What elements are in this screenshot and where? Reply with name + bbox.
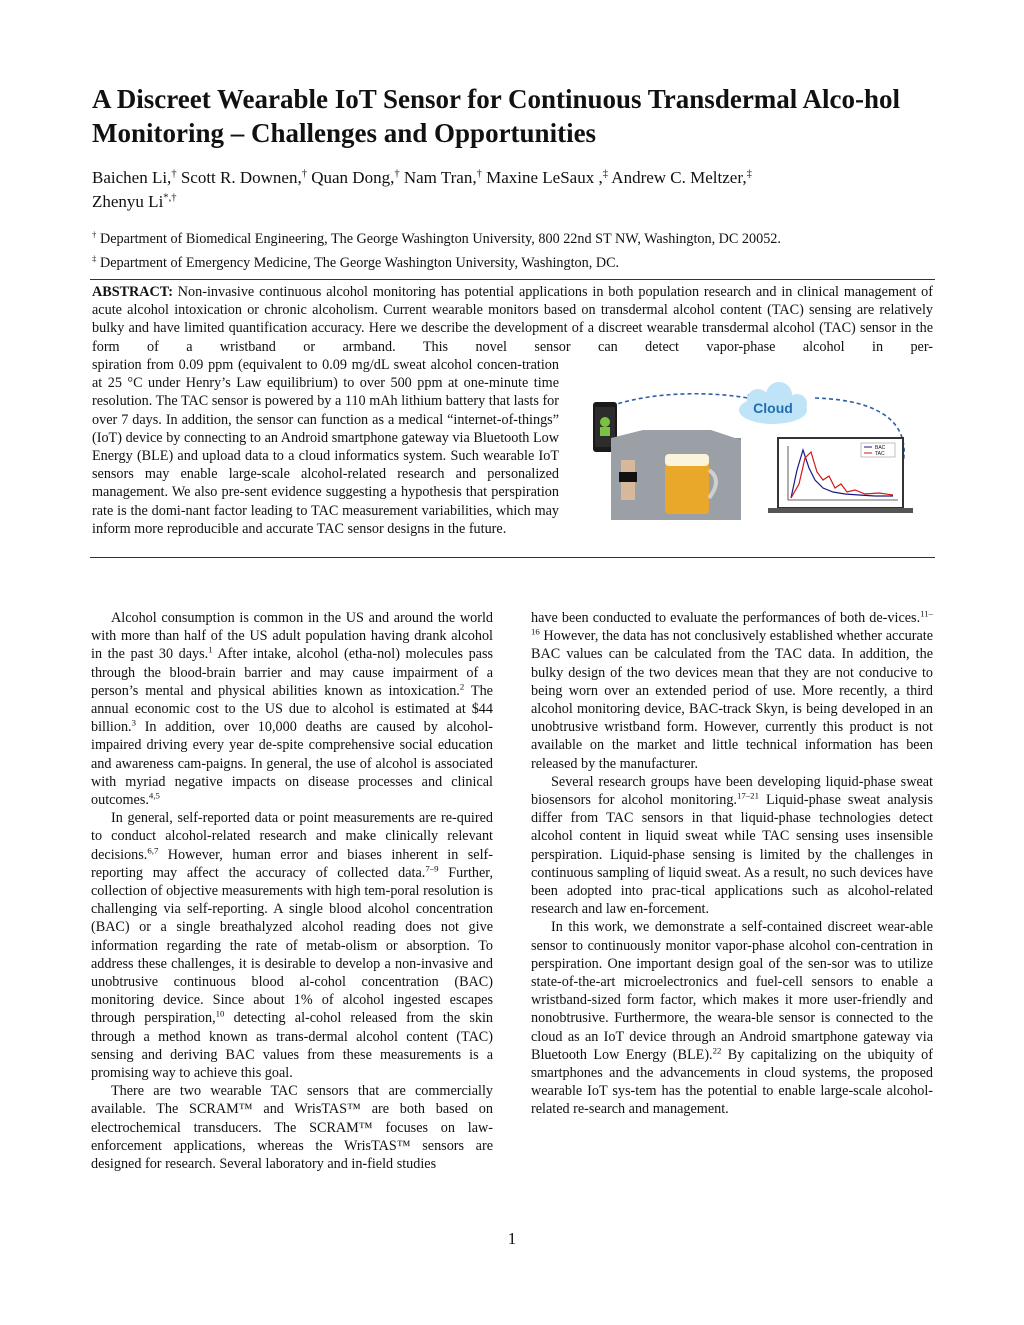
author-affiliation-mark: † bbox=[301, 168, 307, 180]
author-affiliation-mark: ‡ bbox=[746, 168, 752, 180]
abstract-text: Non-invasive continuous alcohol monitoring has potential applications in both population research and in clinical management of acute alcohol intoxication or chronic alcoholism. Current wearable monitors based on transdermal alcohol content (TAC) sensing are relatively bulky and have limited quantification accuracy. Here we describe the development of a discreet wearable transdermal alcohol (TAC) sensor in the form of a wristband or armband. This novel sensor can detect vapor-phase alcohol in per- bbox=[92, 284, 933, 355]
author-name: Andrew C. Meltzer, bbox=[611, 168, 747, 187]
affiliation-text: Department of Biomedical Engineering, The George Washington University, 800 22nd ST NW, Washington, DC 20052. bbox=[96, 231, 781, 247]
affiliation-1 bbox=[92, 230, 952, 248]
body-paragraph: have been conducted to evaluate the performances of both de-vices.$^{11-16}$ However, the data has not conclusively established whether accurate BAC values can be calculated from the TAC data. In addition, the bulky design of the two devices mean that they are not conducive to being worn over an extended period of use. More recently, a third alcohol monitoring device, BAC-track Skyn, is being developed in an unobtrusive wristband form. However, currently this product is not available on the market and little technical information has been released by the manufacturer. bbox=[531, 608, 933, 772]
body-paragraph: There are two wearable TAC sensors that are commercially available. The SCRAM™ and WrisTAS™ are both based on electrochemical transducers. The SCRAM™ focuses on law-enforcement applications, whereas the WrisTAS™ sensors are designed for research. Several laboratory and in-field studies bbox=[91, 1083, 493, 1173]
body-paragraph: In general, self-reported data or point measurements are re-quired to conduct alcohol-related research and make clinically relevant decisions.$^{6,7}$ However, human error and biases inherent in self-reporting may affect the accuracy of collected data.$^{7-9}$ Further, collection of objective measurements with high tem-poral resolution is challenging via self-reporting. A single blood alcohol concentration (BAC) or a single breathalyzed alcohol reading does not give information regarding the rate of metab-olism or absorption. To address these challenges, it is desirable to develop a non-invasive and unobtrusive continuous blood al-cohol concentration (BAC) monitoring device. Since about 1% of alcohol ingested escapes through perspiration,$^{10}$ detecting al-cohol released from the skin through a method known as trans-dermal alcohol content (TAC) sensing and deriving BAC values from these measurements is a promising way to achieve this goal. bbox=[91, 810, 493, 1082]
citation-ref: 17–21 bbox=[736, 790, 759, 801]
citation-ref: 7–9 bbox=[425, 863, 439, 874]
citation-ref: 22 bbox=[712, 1045, 722, 1056]
abstract-label: ABSTRACT: bbox=[92, 284, 173, 300]
abstract-continuation: spiration from 0.09 ppm (equivalent to 0.09 mg/dL sweat alcohol concen-tration at 25 °C under Henry’s Law equilibrium) to over 500 ppm at one-minute time resolution. The TAC sensor is powered by a 110 mAh lithium battery that lasts for over 7 days. In addition, the sensor can function as a medical “internet-of-things” (IoT) device by connecting to an Android smartphone gateway via Bluetooth Low Energy (BLE) and upload data to a cloud informatics system. Such wearable IoT sensors may enable large-scale alcohol-related research and personalized management. We also pre-sent evidence suggesting a hypothesis that perspiration rate is the domi-nant factor leading to TAC measurement variabilities, which may inform more reproducible and accurate TAC sensor designs in the future. bbox=[92, 357, 559, 537]
abstract-bottom-rule bbox=[90, 557, 935, 558]
author-affiliation-mark: † bbox=[171, 168, 177, 180]
citation-ref: 2 bbox=[459, 681, 465, 692]
page-number: 1 bbox=[507, 1229, 517, 1248]
author-name: Nam Tran, bbox=[403, 168, 477, 187]
person-with-beer-photo bbox=[611, 430, 741, 520]
body-right-column bbox=[531, 609, 933, 1119]
author-list bbox=[92, 166, 942, 214]
paper-title: A Discreet Wearable IoT Sensor for Continuous Transdermal Alco-hol Monitoring – Challenges and Opportunities bbox=[92, 84, 901, 148]
cloud-icon bbox=[739, 382, 807, 424]
upload-arrow bbox=[605, 394, 748, 408]
legend-tac: TAC bbox=[875, 451, 885, 457]
cloud-label: Cloud bbox=[753, 400, 793, 416]
citation-ref: 6,7 bbox=[147, 844, 159, 855]
citation-ref: 4,5 bbox=[148, 790, 160, 801]
author-name: Maxine LeSaux , bbox=[486, 168, 603, 187]
author-affiliation-mark: † bbox=[476, 168, 482, 180]
author-affiliation-mark: ‡ bbox=[602, 168, 608, 180]
affiliation-2 bbox=[92, 254, 952, 272]
body-paragraph: Alcohol consumption is common in the US and around the world with more than half of the US adult population having drank alcohol in the past 30 days.$^1$ After intake, alcohol (etha-nol) molecules pass through the blood-brain barrier and may cause impairment of a person’s mental and physical abilities known as intoxication.$^2$ The annual economic cost to the US due to alcohol is estimated at $44 billion.$^3$ In addition, over 10,000 deaths are caused by alcohol-impaired driving every year de-spite comprehensive social education and awareness cam-paigns. In general, the use of alcohol is associated with myriad negative impacts on disease processes and clinical outcomes.$^{4,5}$ bbox=[91, 610, 493, 809]
author-name: Quan Dong, bbox=[311, 168, 395, 187]
author-affiliation-mark: *,† bbox=[163, 192, 177, 204]
body-paragraph: Several research groups have been developing liquid-phase sweat biosensors for alcohol monitoring.$^{17-21}$ Liquid-phase sweat analysis differ from TAC sensors in that liquid-phase technologies detect alcohol content in liquid sweat while TAC sensing uses insensible perspiration. Liquid-phase sensing is limited by the challenges in continuous sampling of liquid sweat. As a result, no such devices have been adopted into prac-tical applications such as alcohol-related research and law en-forcement. bbox=[531, 773, 933, 918]
legend-bac: BAC bbox=[875, 445, 886, 451]
abstract-top-rule bbox=[90, 279, 935, 280]
author-name: Baichen Li, bbox=[92, 168, 172, 187]
citation-ref: 3 bbox=[131, 717, 137, 728]
affiliation-mark: † bbox=[92, 229, 97, 240]
author-name: Scott R. Downen, bbox=[180, 168, 302, 187]
abstract-intro bbox=[92, 283, 933, 356]
citation-ref: 10 bbox=[215, 1008, 225, 1019]
author-name: Zhenyu Li bbox=[92, 192, 164, 211]
affiliation-mark: ‡ bbox=[92, 253, 97, 264]
author-affiliation-mark: † bbox=[394, 168, 400, 180]
citation-ref: 1 bbox=[208, 644, 213, 655]
body-left-column bbox=[91, 609, 493, 1173]
toc-graphic bbox=[583, 380, 923, 520]
laptop-chart-icon bbox=[768, 438, 913, 513]
citation-ref: 11–16 bbox=[531, 608, 933, 637]
body-paragraph: In this work, we demonstrate a self-contained discreet wear-able sensor to continuously monitor vapor-phase alcohol con-centration in perspiration. One important design goal of the sen-sor was to utilize state-of-the-art microelectronics and fuel-cell sensors to enable a wristband-sized form factor, which makes it more user-friendly and nonobtrusive. Furthermore, the weara-ble sensor is connected to the cloud as an IoT device through an Android smartphone gateway via Bluetooth Low Energy (BLE).$^{22}$ By capitalizing on the ubiquity of smartphones and the advancements in cloud systems, the proposed wearable IoT sys-tem has the potential to enable large-scale alcohol-related re-search and management. bbox=[531, 919, 933, 1118]
affiliation-text: Department of Emergency Medicine, The George Washington University, Washington, DC. bbox=[96, 255, 620, 271]
